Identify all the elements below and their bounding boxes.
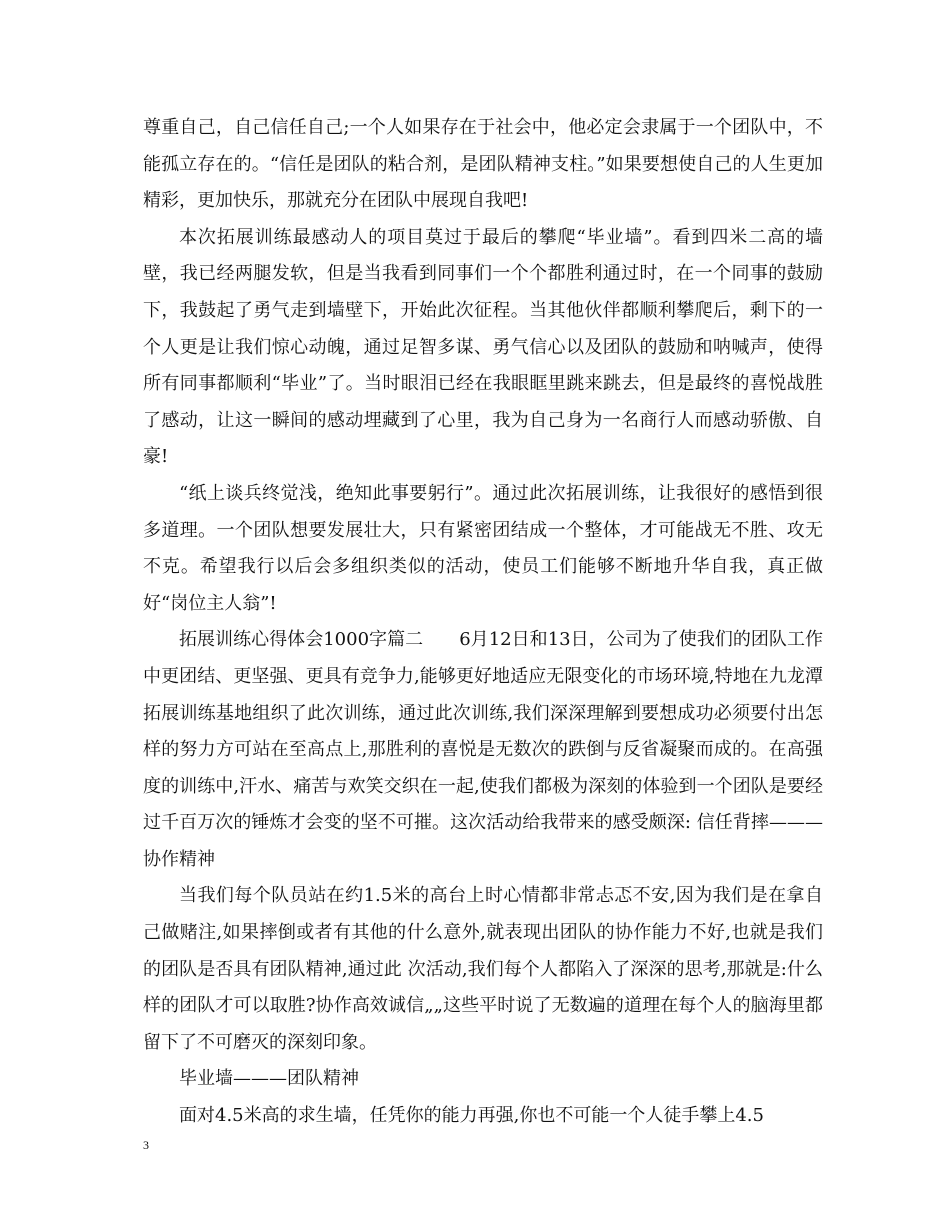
paragraph-3: “纸上谈兵终觉浅，绝知此事要躬行”。通过此次拓展训练，让我很好的感悟到很多道理。一个团队想要发展壮大，只有紧密团结成一个整体，才可能战无不胜、攻无不克。希望我行以后会多组织类似的活动，使员工们能够不断地升华自我，真正做好“岗位主人翁”! <box>143 482 823 614</box>
paragraph-2: 本次拓展训练最感动人的项目莫过于最后的攀爬“毕业墙”。看到四米二高的墙壁，我已经两腿发软，但是当我看到同事们一个个都胜利通过时，在一个同事的鼓励下，我鼓起了勇气走到墙壁下，开始此次征程。当其他伙伴都顺利攀爬后，剩下的一个人更是让我们惊心动魄，通过足智多谋、勇气信心以及团队的鼓励和呐喊声，使得所有同事都顺利“毕业”了。当时眼泪已经在我眼眶里跳来跳去，但是最终的喜悦战胜了感动，让这一瞬间的感动埋藏到了心里，我为自己身为一名商行人而感动骄傲、自豪! <box>143 226 823 468</box>
section-heading: 毕业墙———团队精神 <box>179 1068 359 1090</box>
document-body <box>143 110 823 1135</box>
paragraph-6: 面对4.5米高的求生墙，任凭你的能力再强,你也不可能一个人徒手攀上4.5 <box>179 1105 764 1127</box>
paragraph-5: 当我们每个队员站在约1.5米的高台上时心情都非常忐忑不安,因为我们是在拿自己做赌注,如果摔倒或者有其他的什么意外,就表现出团队的协作能力不好,也就是我们的团队是否具有团队精神,通过此 次活动,我们每个人都陷入了深深的思考,那就是:什么样的团队才可以取胜?协作高效诚信„„这些平时说了无数遍的道理在每个人的脑海里都留下了不可磨灭的深刻印象。 <box>143 885 823 1053</box>
paragraph-4: 拓展训练心得体会1000字篇二 6月12日和13日，公司为了使我们的团队工作中更团结、更坚强、更具有竞争力,能够更好地适应无限变化的市场环境,特地在九龙潭拓展训练基地组织了此次训练，通过此次训练,我们深深理解到要想成功必须要付出怎样的努力方可站在至高点上,那胜利的喜悦是无数次的跌倒与反省凝聚而成的。在高强度的训练中,汗水、痛苦与欢笑交织在一起,使我们都极为深刻的体验到一个团队是要经过千百万次的锤炼才会变的坚不可摧。这次活动给我带来的感受颇深: 信任背摔———协作精神 <box>143 629 823 870</box>
page-number: 3 <box>143 1138 149 1152</box>
paragraph-1: 尊重自己，自己信任自己;一个人如果存在于社会中，他必定会隶属于一个团队中，不能孤立存在的。“信任是团队的粘合剂，是团队精神支柱。”如果要想使自己的人生更加精彩，更加快乐，那就充分在团队中展现自我吧! <box>143 117 823 212</box>
